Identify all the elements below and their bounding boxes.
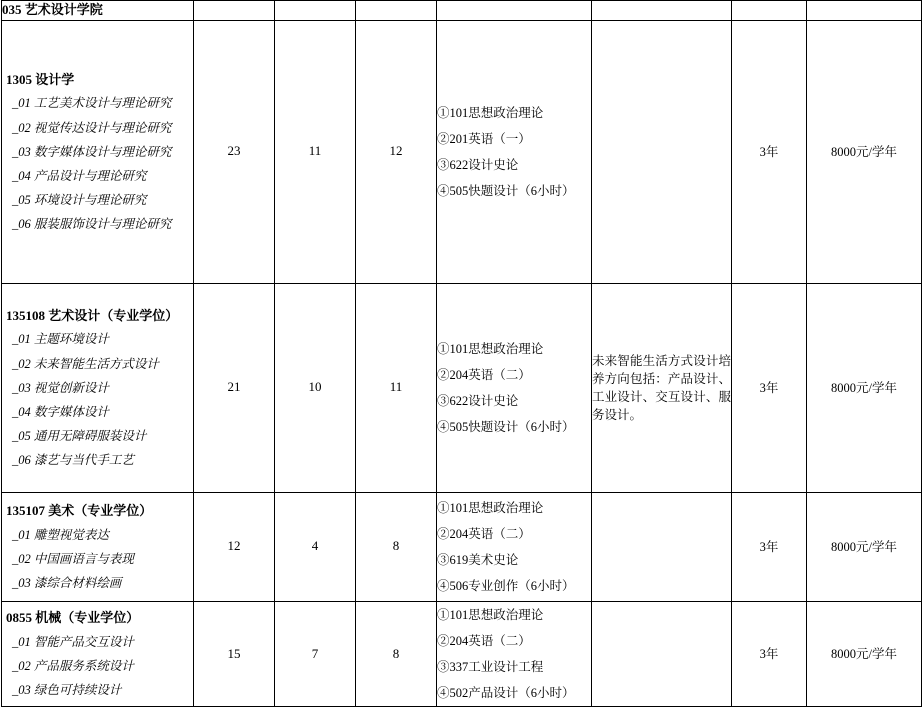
total-enrollment: 23 xyxy=(194,20,275,283)
exam-subject: ①101思想政治理论 xyxy=(437,341,544,356)
total-enrollment: 15 xyxy=(194,601,275,707)
college-name-cell xyxy=(2,1,194,21)
major-name: 135107 美术（专业学位） xyxy=(6,502,153,518)
direction-list xyxy=(2,91,193,236)
major-cell xyxy=(2,20,194,283)
tuition-fee: 8000元/学年 xyxy=(807,492,922,601)
study-years: 3年 xyxy=(732,20,807,283)
remark-cell xyxy=(592,601,732,707)
table-row xyxy=(2,492,922,601)
list-item: _02 未来智能生活方式设计 xyxy=(12,356,159,371)
study-years: 3年 xyxy=(732,283,807,492)
recommended-count: 11 xyxy=(356,283,437,492)
list-item: _04 数字媒体设计 xyxy=(12,404,109,419)
exam-subject: ③337工业设计工程 xyxy=(437,660,544,675)
list-item: _03 漆综合材料绘画 xyxy=(12,575,122,590)
unified-exam-count: 10 xyxy=(275,283,356,492)
list-item: _05 环境设计与理论研究 xyxy=(12,192,147,207)
list-item: _01 智能产品交互设计 xyxy=(12,634,134,649)
exam-subject: ④502产品设计（6小时） xyxy=(437,686,575,701)
remark-cell xyxy=(592,20,732,283)
remark-cell xyxy=(592,492,732,601)
recommended-count: 12 xyxy=(356,20,437,283)
college-tuimian-cell xyxy=(356,1,437,21)
major-cell xyxy=(2,601,194,707)
table-row xyxy=(2,20,922,283)
list-item: _01 主题环境设计 xyxy=(12,332,109,347)
exam-subject: ②204英语（二） xyxy=(437,633,531,648)
tuition-fee: 8000元/学年 xyxy=(807,601,922,707)
college-fee-cell xyxy=(807,1,922,21)
list-item: _02 视觉传达设计与理论研究 xyxy=(12,120,172,135)
list-item: _06 服装服饰设计与理论研究 xyxy=(12,217,172,232)
major-name: 1305 设计学 xyxy=(6,71,75,87)
college-tongkao-cell xyxy=(275,1,356,21)
unified-exam-count: 7 xyxy=(275,601,356,707)
remark-cell: 未来智能生活方式设计培养方向包括：产品设计、工业设计、交互设计、服务设计。 xyxy=(592,283,732,492)
exam-subject: ②201英语（一） xyxy=(437,131,531,146)
unified-exam-count: 4 xyxy=(275,492,356,601)
exam-subject: ④505快题设计（6小时） xyxy=(437,419,575,434)
college-total-cell xyxy=(194,1,275,21)
admissions-table xyxy=(1,0,922,707)
total-enrollment: 21 xyxy=(194,283,275,492)
exam-subject: ③622设计史论 xyxy=(437,157,519,172)
exam-subject: ①101思想政治理论 xyxy=(437,500,544,515)
exam-subject: ②204英语（二） xyxy=(437,367,531,382)
recommended-count: 8 xyxy=(356,601,437,707)
college-exam-cell xyxy=(437,1,592,21)
list-item: _01 工艺美术设计与理论研究 xyxy=(12,96,172,111)
tuition-fee: 8000元/学年 xyxy=(807,20,922,283)
list-item: _02 中国画语言与表现 xyxy=(12,551,134,566)
list-item: _05 通用无障碍服装设计 xyxy=(12,428,147,443)
study-years: 3年 xyxy=(732,601,807,707)
direction-list xyxy=(2,327,193,472)
exam-subjects-cell xyxy=(437,20,592,283)
list-item: _03 绿色可持续设计 xyxy=(12,683,122,698)
exam-subject: ②204英语（二） xyxy=(437,526,531,541)
table-row xyxy=(2,601,922,707)
direction-list xyxy=(2,630,193,702)
list-item: _03 视觉创新设计 xyxy=(12,380,109,395)
college-remark-cell xyxy=(592,1,732,21)
exam-subjects-cell xyxy=(437,283,592,492)
exam-subject: ③619美术史论 xyxy=(437,552,519,567)
exam-subject: ④505快题设计（6小时） xyxy=(437,183,575,198)
college-name: 035 艺术设计学院 xyxy=(2,2,103,17)
exam-subjects-cell xyxy=(437,492,592,601)
direction-list xyxy=(2,523,193,595)
exam-subject: ①101思想政治理论 xyxy=(437,607,544,622)
tuition-fee: 8000元/学年 xyxy=(807,283,922,492)
college-header-row xyxy=(2,1,922,21)
total-enrollment: 12 xyxy=(194,492,275,601)
unified-exam-count: 11 xyxy=(275,20,356,283)
table-row xyxy=(2,283,922,492)
study-years: 3年 xyxy=(732,492,807,601)
major-cell xyxy=(2,492,194,601)
list-item: _02 产品服务系统设计 xyxy=(12,658,134,673)
list-item: _04 产品设计与理论研究 xyxy=(12,168,147,183)
major-name: 135108 艺术设计（专业学位） xyxy=(6,307,179,323)
exam-subject: ③622设计史论 xyxy=(437,393,519,408)
exam-subject: ④506专业创作（6小时） xyxy=(437,578,575,593)
list-item: _01 雕塑视觉表达 xyxy=(12,527,109,542)
list-item: _06 漆艺与当代手工艺 xyxy=(12,453,134,468)
exam-subjects-cell xyxy=(437,601,592,707)
major-name: 0855 机械（专业学位） xyxy=(6,609,140,625)
list-item: _03 数字媒体设计与理论研究 xyxy=(12,144,172,159)
exam-subject: ①101思想政治理论 xyxy=(437,105,544,120)
major-cell xyxy=(2,283,194,492)
recommended-count: 8 xyxy=(356,492,437,601)
college-years-cell xyxy=(732,1,807,21)
